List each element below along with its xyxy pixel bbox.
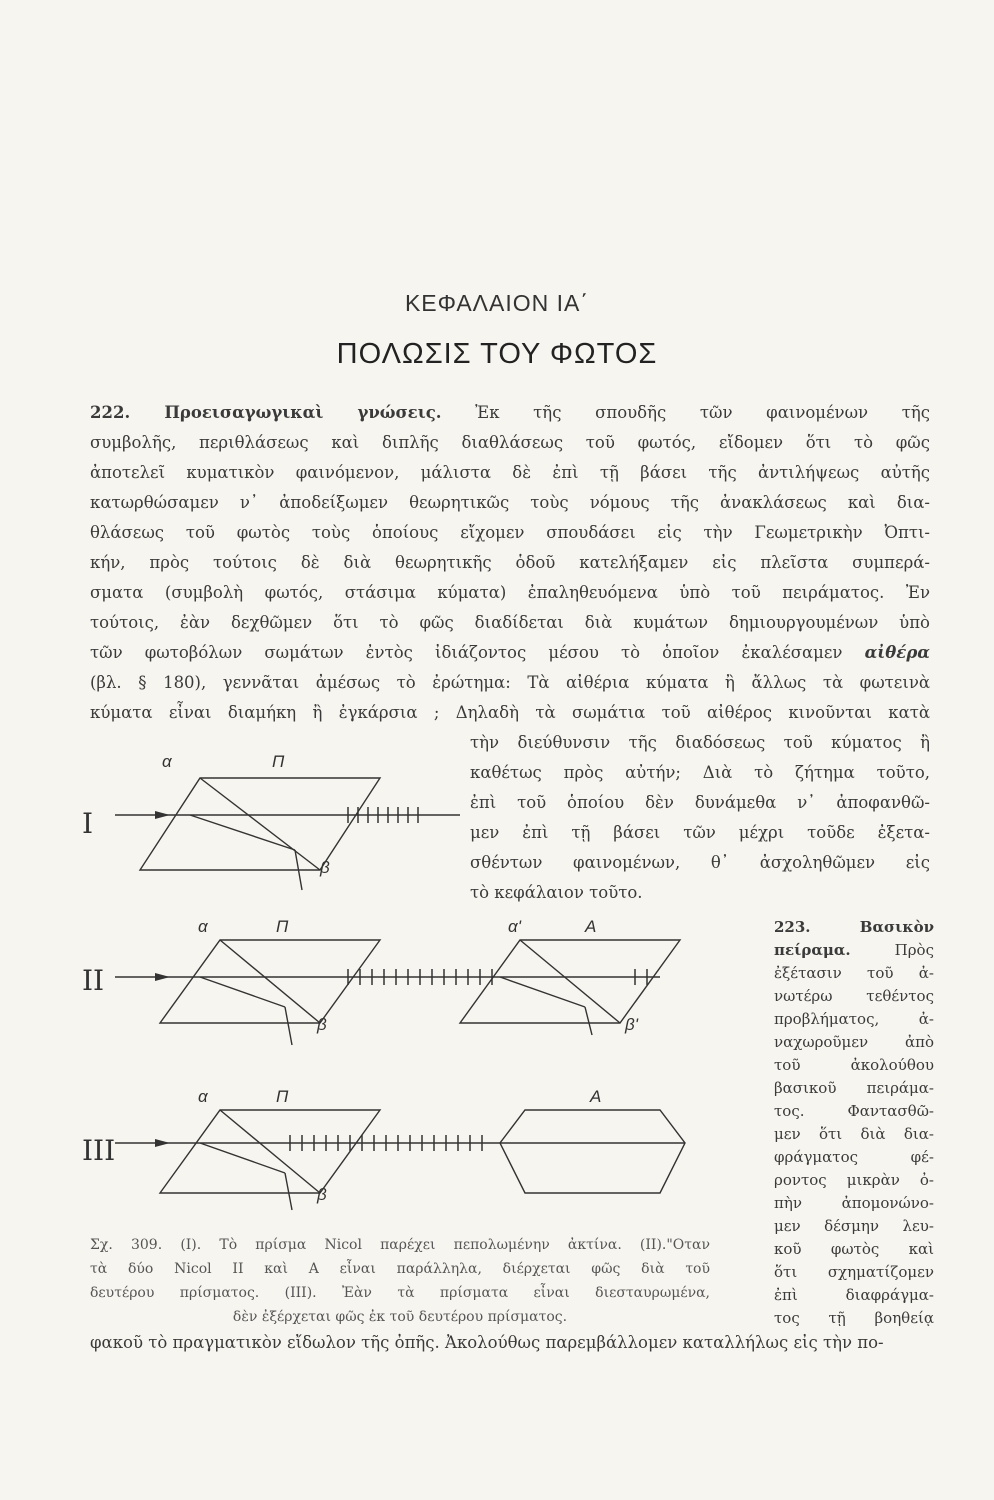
paragraph-line: σματα (συμβολὴ φωτός, στάσιμα κύματα) ἐπαληθευόμενα ὑπὸ τοῦ πειράματος. Ἐν [90, 583, 930, 602]
paragraph-line [90, 638, 930, 668]
label-a-prime: α' [508, 917, 521, 936]
section-223-line: ροντος μικρὰν ὀ- [774, 1171, 934, 1189]
ordinary-ray-out [285, 1007, 292, 1045]
ordinary-ray-out [585, 1007, 592, 1035]
chapter-heading: ΚΕΦΑΛΑΙΟΝ ΙΑ΄ [404, 290, 590, 316]
ray-arrow [155, 1139, 170, 1147]
section-223-line [774, 939, 934, 963]
figure-caption-line: τὰ δύο Nicol II καὶ Α εἶναι παράλληλα, διέρχεται φῶς διὰ τοῦ [90, 1261, 710, 1277]
paragraph-line: φακοῦ τὸ πραγματικὸν εἴδωλον τῆς ὀπῆς. Ἀκολούθως παρεμβάλλομεν καταλλήλως εἰς τὴν πο- [90, 1333, 884, 1352]
label-b: β [317, 1015, 327, 1034]
paragraph-line: ἐπὶ τοῦ ὁποίου δὲν δυνάμεθα ν᾽ ἀποφανθῶ- [470, 793, 930, 812]
label-P: Π [272, 752, 285, 771]
paragraph-line: τὴν διεύθυνσιν τῆς διαδόσεως τοῦ κύματος ἢ [470, 733, 930, 752]
figure-row-1 [82, 752, 460, 890]
label-A: Α [590, 1087, 602, 1106]
section-223-text: Πρὸς [894, 941, 934, 959]
paragraph-line: συμβολῆς, περιθλάσεως καὶ διπλῆς διαθλάσεως τοῦ φωτός, εἴδομεν ὅτι τὸ φῶς [90, 433, 930, 452]
label-b: β [320, 858, 330, 877]
paragraph-line [90, 398, 930, 428]
label-III: III [82, 1134, 116, 1167]
figure-caption-line: Σχ. 309. (I). Τὸ πρίσμα Nicol παρέχει πεπολωμένην ἀκτίνα. (II)."Οταν [90, 1237, 710, 1253]
label-II: II [82, 964, 105, 997]
ray-arrow [155, 811, 170, 819]
section-223-line: φράγματος φέ- [774, 1148, 934, 1166]
figure-309 [80, 745, 770, 1220]
section-223-line: νωτέρω τεθέντος [774, 987, 934, 1005]
section-223-line: ἐπὶ διαφράγμα- [774, 1286, 934, 1304]
ray-arrow [155, 973, 170, 981]
section-223-line: ναχωροῦμεν ἀπὸ [774, 1033, 934, 1051]
label-I: I [82, 807, 94, 840]
label-a: α [162, 752, 172, 771]
paragraph-line: τούτοις, ἐὰν δεχθῶμεν ὅτι τὸ φῶς διαδίδεται διὰ κυμάτων δημιουργουμένων ὑπὸ [90, 613, 930, 632]
label-a: α [198, 1087, 208, 1106]
ordinary-ray [500, 977, 585, 1007]
aither-term: αἰθέρα [864, 643, 930, 662]
section-223-line: κοῦ φωτὸς καὶ [774, 1240, 934, 1258]
label-A: Α [585, 917, 597, 936]
figure-caption-line: δευτέρου πρίσματος. (III). Ἐὰν τὰ πρίσματα εἶναι διεσταυρωμένα, [90, 1285, 710, 1301]
label-b-prime: β' [625, 1015, 638, 1034]
section-222-line-0: Ἐκ τῆς σπουδῆς τῶν φαινομένων τῆς [475, 403, 930, 422]
chapter-title: ΠΟΛΩΣΙΣ ΤΟΥ ΦΩΤΟΣ [336, 338, 658, 370]
section-223-line: πὴν ἀπομονώνο- [774, 1194, 934, 1212]
nicol-prism-A-crossed [500, 1110, 685, 1193]
section-223-heading-2: πείραμα. [774, 941, 851, 959]
paragraph-line: καθέτως πρὸς αὐτήν; Διὰ τὸ ζήτημα τοῦτο, [470, 763, 930, 782]
paragraph-line: κήν, πρὸς τούτοις δὲ διὰ θεωρητικῆς ὁδοῦ κατελήξαμεν εἰς πλεῖστα συμπερά- [90, 553, 930, 572]
prism-diagonal [220, 1110, 320, 1193]
paragraph-line: τὸ κεφάλαιον τοῦτο. [470, 883, 643, 902]
figure-row-2 [82, 917, 680, 1045]
paragraph-line: κύματα εἶναι διαμήκη ἢ ἐγκάρσια ; Δηλαδὴ τὰ σωμάτια τοῦ αἰθέρος κινοῦνται κατὰ [90, 703, 930, 722]
paragraph-text: τῶν φωτοβόλων σωμάτων ἐντὸς ἰδιάζοντος μέσου τὸ ὁποῖον ἐκαλέσαμεν [90, 643, 843, 662]
paragraph-line: μεν ἐπὶ τῇ βάσει τῶν μέχρι τοῦδε ἐξετα- [470, 823, 930, 842]
paragraph-line: ἀποτελεῖ κυματικὸν φαινόμενον, μάλιστα δὲ ἐπὶ τῇ βάσει τῆς ἀντιλήψεως αὐτῆς [90, 463, 930, 482]
prism-diagonal [520, 940, 620, 1023]
label-P: Π [276, 917, 289, 936]
label-b: β [317, 1185, 327, 1204]
section-223-line: τοῦ ἀκολούθου [774, 1056, 934, 1074]
prism-diagonal [220, 940, 320, 1023]
ordinary-ray-out [285, 1173, 292, 1210]
figure-caption-line: δὲν ἐξέρχεται φῶς ἐκ τοῦ δευτέρου πρίσματος. [232, 1309, 568, 1325]
label-P: Π [276, 1087, 289, 1106]
label-a: α [198, 917, 208, 936]
paragraph-line: κατωρθώσαμεν ν᾽ ἀποδείξωμεν θεωρητικῶς τοὺς νόμους τῆς ἀνακλάσεως καὶ δια- [90, 493, 930, 512]
figure-row-3 [82, 1087, 685, 1210]
ordinary-ray [200, 977, 285, 1007]
section-222-heading: 222. Προεισαγωγικαὶ γνώσεις. [90, 403, 442, 422]
section-223-line: προβλήματος, ἀ- [774, 1010, 934, 1028]
section-223-line: βασικοῦ πειράμα- [774, 1079, 934, 1097]
ordinary-ray [200, 1143, 285, 1173]
section-223-line: μεν ὅτι διὰ δια- [774, 1125, 934, 1143]
paragraph-line: θλάσεως τοῦ φωτὸς τοὺς ὁποίους εἴχομεν σπουδάσει εἰς τὴν Γεωμετρικὴν Ὀπτι- [90, 523, 930, 542]
section-223-line: μεν δέσμην λευ- [774, 1217, 934, 1235]
paragraph-line: σθέντων φαινομένων, θ᾽ ἀσχοληθῶμεν εἰς [470, 853, 930, 872]
section-223-line: ἐξέτασιν τοῦ ἀ- [774, 964, 934, 982]
section-223-line: ὅτι σχηματίζομεν [774, 1263, 934, 1281]
section-223-line: τος τῇ βοηθείᾳ [774, 1309, 934, 1327]
section-223-line: τος. Φαντασθῶ- [774, 1102, 934, 1120]
paragraph-line: (βλ. § 180), γεννᾶται ἀμέσως τὸ ἐρώτημα: Τὰ αἰθέρια κύματα ἢ ἄλλως τὰ φωτεινὰ [90, 673, 930, 692]
section-223-heading: 223. Βασικὸν [774, 918, 934, 936]
ordinary-ray [190, 815, 295, 850]
